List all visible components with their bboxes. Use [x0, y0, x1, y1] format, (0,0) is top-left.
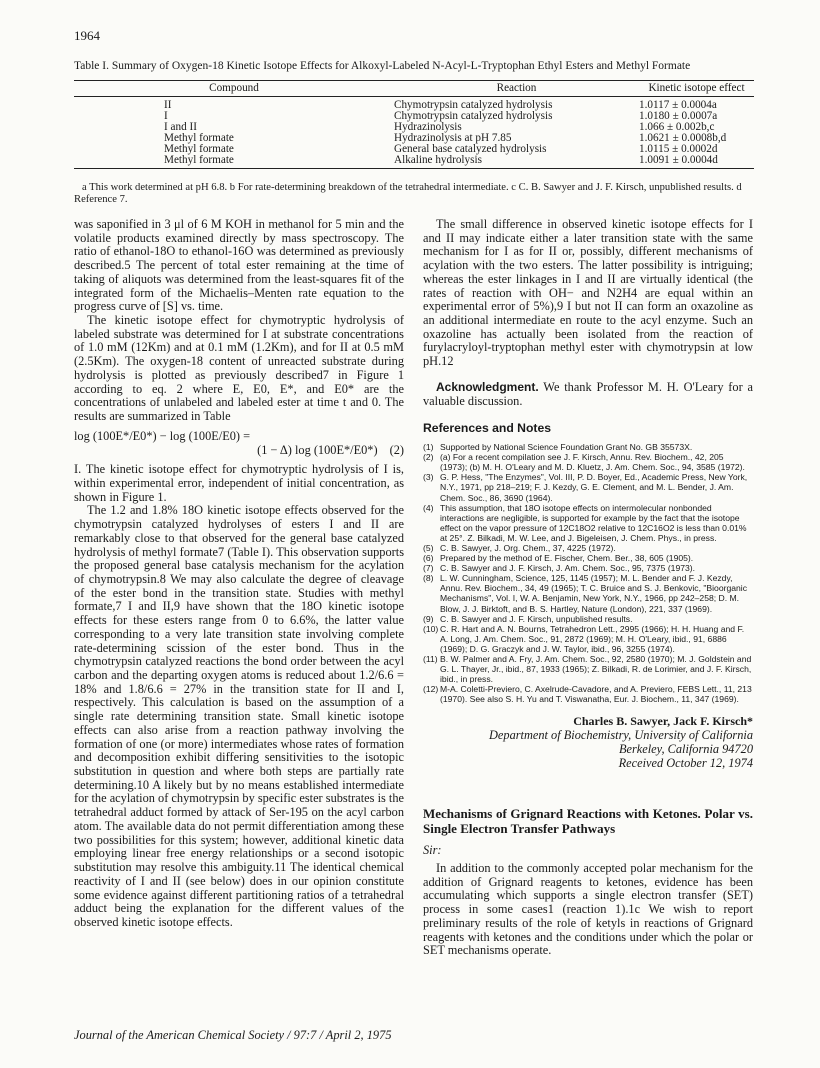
header-compound: Compound: [74, 81, 394, 97]
reference-item: [423, 543, 753, 553]
paragraph: I. The kinetic isotope effect for chymotryptic hydrolysis of I is, within experimental error, independent of initial concentration, as shown in Figure 1.: [74, 462, 404, 504]
cell-reaction: Alkaline hydrolysis: [394, 155, 639, 169]
cell-compound: I and II: [164, 121, 197, 133]
left-column: [74, 218, 404, 930]
paragraph: The 1.2 and 1.8% 18O kinetic isotope effects observed for the chymotrypsin catalyzed hydrolyses of esters I and II are remarkably close to that observed for the general base catalyzed hydrolysis of methyl formate7 (Table I). This observation supports the proposed general base catalysis mechanism for the acylation of chymotrypsin.8 We may also calculate the degree of cleavage of the ester bond in the transition state. Studies with methyl formate,7 I and II,9 have shown that the 18O kinetic isotope effects for these esters range from 0 to 6.6%, the latter value corresponding to a very late transition state involving complete rate-determining scission of the ester bond. Thus in the chymotrypsin catalyzed reactions the bond order between the acyl carbon and the departing oxygen atoms is reduced about 1.2/6.6 = 18% and 1.8/6.6 = 27% in the transition state for II and I, respectively. This calculation is based on the assumption of a single rate determining transition state. Small kinetic isotope effects can also arise from a reaction pathway involving the formation of one (or more) intermediates whose rates of formation and decomposition exhibit differing sensitivities to the isotopic substitution in question and where both steps are partially rate determining.10 A likely but by no means established intermediate for the acylation of chymotrypsin by specific ester substrates is the tetrahedral adduct formed by attack of Ser-195 on the acyl carbon atom. The available data do not permit differentiation among these two possibilities for this system; however, additional kinetic data employing linear free energy relationships or a second isotopic substitution may resolve this ambiguity.11 The identical chemical reactivity of I and II (see below) does in our opinion constitute some evidence against different partitioning ratios of a tetrahedral adduct being the explanation for the different values of the observed kinetic isotope effects.: [74, 503, 404, 929]
reference-number: (1): [423, 442, 434, 453]
reference-item: [423, 684, 753, 704]
right-column: [423, 218, 753, 958]
cell-reaction: Chymotrypsin catalyzed hydrolysis: [394, 110, 553, 122]
reference-number: (12): [423, 684, 439, 695]
salutation: Sir:: [423, 843, 442, 858]
reference-item: [423, 573, 753, 613]
cell-kie: 1.0621 ± 0.0008b,d: [639, 132, 727, 144]
reference-text: C. B. Sawyer and J. F. Kirsch, J. Am. Chem. Soc., 95, 7375 (1973).: [440, 563, 696, 574]
acknowledgment-label: Acknowledgment.: [436, 379, 539, 394]
reference-number: (3): [423, 472, 434, 483]
paragraph: The small difference in observed kinetic isotope effects for I and II may indicate either a later transition state with the same mechanism for I as for II or, possibly, different mechanisms of acylation with the two esters. The latter possibility is intriguing; whereas the ester linkages in I and II are virtually identical (the rates of reaction with OH− and N2H4 are equal within an experimental error of 5%),9 I but not II can form an oxazoline as an additional intermediate en route to the acyl enzyme. Such an oxazoline has actually been isolated from the reaction of furylacryloyl-tryptophan methyl ester with chymotrypsin at low pH.12: [423, 217, 753, 369]
reference-text: C. B. Sawyer, J. Org. Chem., 37, 4225 (1972).: [440, 543, 616, 553]
cell-reaction: Hydrazinolysis at pH 7.85: [394, 132, 512, 144]
cell-kie: 1.066 ± 0.002b,c: [639, 121, 715, 133]
city: Berkeley, California 94720: [618, 742, 753, 757]
reference-item: [423, 452, 753, 472]
cell-compound: Methyl formate: [164, 132, 234, 144]
cell-compound: I: [164, 110, 168, 122]
reference-number: (10): [423, 623, 439, 634]
reference-text: Supported by National Science Foundation Grant No. GB 35573X.: [440, 442, 693, 453]
reference-text: B. W. Palmer and A. Fry, J. Am. Chem. Soc., 92, 2580 (1970); M. J. Goldstein and G. L. Thayer, Jr., ibid., 87, 1933 (1965); Z. Bilkadi, R. de Lorimier, and J. F. Kirsch, ibid., in press.: [440, 654, 752, 685]
equation-number: (2): [389, 442, 404, 457]
reference-number: (4): [423, 502, 434, 513]
reference-number: (5): [423, 543, 434, 553]
reference-text: (a) For a recent compilation see J. F. Kirsch, Annu. Rev. Biochem., 42, 205 (1973); (b) M. H. O'Leary and M. D. Kluetz, J. Am. Chem. Soc., 94, 3585 (1972).: [440, 452, 745, 473]
reference-text: Prepared by the method of E. Fischer, Chem. Ber., 38, 605 (1905).: [440, 553, 694, 564]
equation-2: [74, 430, 404, 457]
signature-block: [423, 715, 753, 771]
reference-item: [423, 654, 753, 684]
reference-item: [423, 472, 753, 502]
reference-number: (8): [423, 573, 434, 584]
acknowledgment: [423, 381, 753, 408]
references-heading: References and Notes: [423, 421, 552, 436]
paragraph: The kinetic isotope effect for chymotryptic hydrolysis of labeled substrate was determined for I at substrate concentrations of 1.0 mM (12Km) and at 0.1 mM (1.2Km), and for II at 0.5 mM (2.5Km). The oxygen-18 content of unreacted substrate during hydrolysis is plotted as previously described7 in Figure 1 according to eq. 2 where E, E0, E*, and E0* are the concentrations of unlabeled and labeled ester at time t and 0. The results are summarized in Table: [74, 313, 404, 424]
cell-compound: Methyl formate: [74, 155, 394, 169]
equation-line-2: (1 − Δ) log (100E*/E0*): [257, 442, 378, 457]
reference-item: [423, 503, 753, 543]
reference-text: C. B. Sawyer and J. F. Kirsch, unpublished results.: [440, 613, 633, 624]
cell-kie: 1.0091 ± 0.0004d: [639, 155, 754, 169]
table-caption: Table I. Summary of Oxygen-18 Kinetic Isotope Effects for Alkoxyl-Labeled N-Acyl-L-Tryptophan Ethyl Esters and Methyl Formate: [74, 60, 691, 72]
reference-item: [423, 563, 753, 573]
acknowledgment-text: We thank Professor M. H. O'Leary for a valuable discussion.: [423, 379, 753, 408]
reference-text: C. R. Hart and A. N. Bourns, Tetrahedron Lett., 2995 (1966); H. H. Huang and F. A. Long, J. Am. Chem. Soc., 91, 2872 (1969); M. H. O'Leary, ibid., 91, 6886 (1969); D. G. Graczyk and J. W. Taylor, ibid., 96, 3255 (1974).: [440, 623, 745, 654]
reference-item: [423, 614, 753, 624]
paragraph: In addition to the commonly accepted polar mechanism for the addition of Grignard reagents to ketones, evidence has been accumulating which supports a single electron transfer (SET) process in some cases1 (reaction 1).1c We wish to report preliminary results of the role of ketyls in reactions of Grignard reagents with ketones and the conditions under which the polar or SET mechanisms operate.: [423, 860, 753, 958]
reference-item: [423, 442, 753, 452]
reference-number: (2): [423, 452, 434, 463]
cell-kie: 1.0115 ± 0.0002d: [639, 143, 718, 155]
table-row: [74, 155, 754, 169]
reference-number: (7): [423, 563, 434, 574]
reference-text: L. W. Cunningham, Science, 125, 1145 (1957); M. L. Bender and F. J. Kezdy, Annu. Rev. Biochem., 34, 49 (1965); T. C. Bruice and S. J. Benkovic, "Bioorganic Mechanisms", Vol. I, W. A. Benjamin, New York, N.Y., 1966, pp 242–258; D. M. Blow, J. J. Birktoft, and B. S. Hartley, Nature (London), 221, 337 (1969).: [440, 573, 748, 614]
table-header-row: [74, 81, 754, 97]
table-footnote: a This work determined at pH 6.8. b For rate-determining breakdown of the tetrahedral intermediate. c C. B. Sawyer and J. F. Kirsch, unpublished results. d Reference 7.: [74, 182, 742, 205]
author-names: Charles B. Sawyer, Jack F. Kirsch*: [573, 713, 753, 728]
journal-footer: Journal of the American Chemical Society / 97:7 / April 2, 1975: [74, 1028, 392, 1042]
reference-number: (6): [423, 553, 434, 564]
paragraph: was saponified in 3 μl of 6 M KOH in methanol for 5 min and the volatile products examined directly by mass spectroscopy. The ratio of ethanol-18O to ethanol-16O was determined as previously described.5 The percent of total ester remaining at the time of taking of aliquots was determined from the least-squares fit of the integrated form of the Michaelis–Menten rate equation to the progress curve of [S] vs. time.: [74, 217, 404, 314]
reference-item: [423, 553, 753, 563]
references-list: [423, 442, 753, 704]
reference-number: (9): [423, 613, 434, 624]
reference-number: (11): [423, 654, 438, 665]
received-date: Received October 12, 1974: [618, 756, 753, 771]
equation-line-1: log (100E*/E0*) − log (100E/E0) =: [74, 428, 251, 443]
table-row: [74, 97, 754, 112]
header-reaction: Reaction: [394, 81, 639, 97]
reference-text: M-A. Coletti-Previero, C. Axelrude-Cavadore, and A. Previero, FEBS Lett., 11, 213 (1970). See also S. H. Yu and T. Viswanatha, Eur. J. Biochem., 11, 347 (1969).: [440, 684, 752, 705]
department: Department of Biochemistry, University of California: [489, 728, 753, 743]
reference-text: This assumption, that 18O isotope effects on intermolecular nonbonded interactions are negligible, is supported for example by the fact that the isotope effect on the vapor pressure of 12C18O2 relative to 12C16O2 is less than 0.01% at 25°. Z. Bilkadi, M. W. Lee, and J. Bigeleisen, J. Chem. Phys., in press.: [440, 502, 747, 543]
cell-kie: 1.0180 ± 0.0007a: [639, 110, 718, 122]
cell-reaction: General base catalyzed hydrolysis: [394, 143, 547, 155]
reference-text: G. P. Hess, "The Enzymes", Vol. III, P. D. Boyer, Ed., Academic Press, New York, N.Y., 1971, pp 218–219; F. J. Kezdy, G. E. Clement, and M. L. Bender, J. Am. Chem. Soc., 86, 3690 (1964).: [440, 472, 748, 503]
cell-reaction: Chymotrypsin catalyzed hydrolysis: [394, 99, 553, 111]
page-number: 1964: [74, 28, 100, 43]
cell-compound: II: [164, 99, 172, 111]
isotope-effects-table: [74, 80, 754, 169]
cell-reaction: Hydrazinolysis: [394, 121, 462, 133]
reference-item: [423, 624, 753, 654]
cell-compound: Methyl formate: [164, 143, 234, 155]
cell-kie: 1.0117 ± 0.0004a: [639, 99, 717, 111]
communication-title: Mechanisms of Grignard Reactions with Ketones. Polar vs. Single Electron Transfer Pathways: [423, 806, 753, 837]
header-kie: Kinetic isotope effect: [639, 81, 754, 97]
